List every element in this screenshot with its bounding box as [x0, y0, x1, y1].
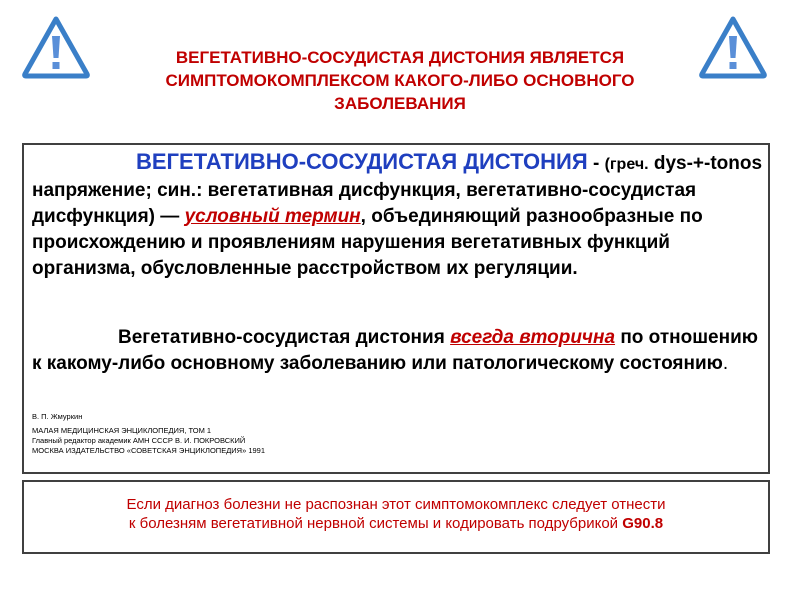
- term-dash: -: [587, 153, 605, 174]
- icd-code: G90.8: [622, 515, 664, 532]
- greek-note: (греч.: [604, 156, 649, 173]
- title-line: СИМПТОМОКОМПЛЕКСОМ КАКОГО-ЛИБО ОСНОВНОГО: [165, 71, 635, 90]
- reference-block: [32, 412, 265, 456]
- note-line: к болезням вегетативной нервной системы и кодировать подрубрикой: [128, 515, 623, 532]
- definition-text: dys-+-tonos напряжение; син.: вегетативная дисфункция, вегетативно-сосудистая дисфункция) —: [32, 153, 763, 227]
- definition-box: [22, 143, 770, 474]
- slide-title: [110, 46, 690, 115]
- title-line: ВЕГЕТАТИВНО-СОСУДИСТАЯ ДИСТОНИЯ ЯВЛЯЕТСЯ: [175, 48, 625, 67]
- note-box: [22, 480, 770, 554]
- definition-text-end: , объединяющий разнообразные по происхождению и проявлениям нарушения вегетативных функций организма, обусловленные расстройством их регуляции.: [32, 206, 703, 279]
- secondary-text: Вегетативно-сосудистая дистония: [118, 327, 451, 348]
- reference-publisher: МОСКВА ИЗДАТЕЛЬСТВО «СОВЕТСКАЯ ЭНЦИКЛОПЕДИЯ» 1991: [32, 446, 266, 455]
- always-secondary-highlight: всегда вторична: [450, 327, 616, 348]
- note-line: Если диагноз болезни не распознан этот симптомокомплекс следует отнести: [126, 496, 666, 513]
- reference-source: МАЛАЯ МЕДИЦИНСКАЯ ЭНЦИКЛОПЕДИЯ, ТОМ 1: [32, 426, 212, 435]
- coding-note: [24, 495, 768, 533]
- reference-author: В. П. Жмуркин: [32, 412, 83, 421]
- secondary-text-end: по отношению к какому-либо основному заболеванию или патологическому состоянию: [32, 327, 758, 374]
- term-heading: ВЕГЕТАТИВНО-СОСУДИСТАЯ ДИСТОНИЯ: [136, 149, 588, 174]
- title-line: ЗАБОЛЕВАНИЯ: [334, 94, 466, 113]
- secondary-paragraph: [32, 325, 767, 377]
- conditional-term-highlight: условный термин: [184, 206, 361, 227]
- secondary-period: .: [722, 353, 729, 374]
- warning-icon: [697, 14, 769, 80]
- warning-icon: [20, 14, 92, 80]
- reference-editor: Главный редактор академик АМН СССР В. И. ПОКРОВСКИЙ: [32, 436, 246, 445]
- definition-paragraph: [32, 149, 767, 282]
